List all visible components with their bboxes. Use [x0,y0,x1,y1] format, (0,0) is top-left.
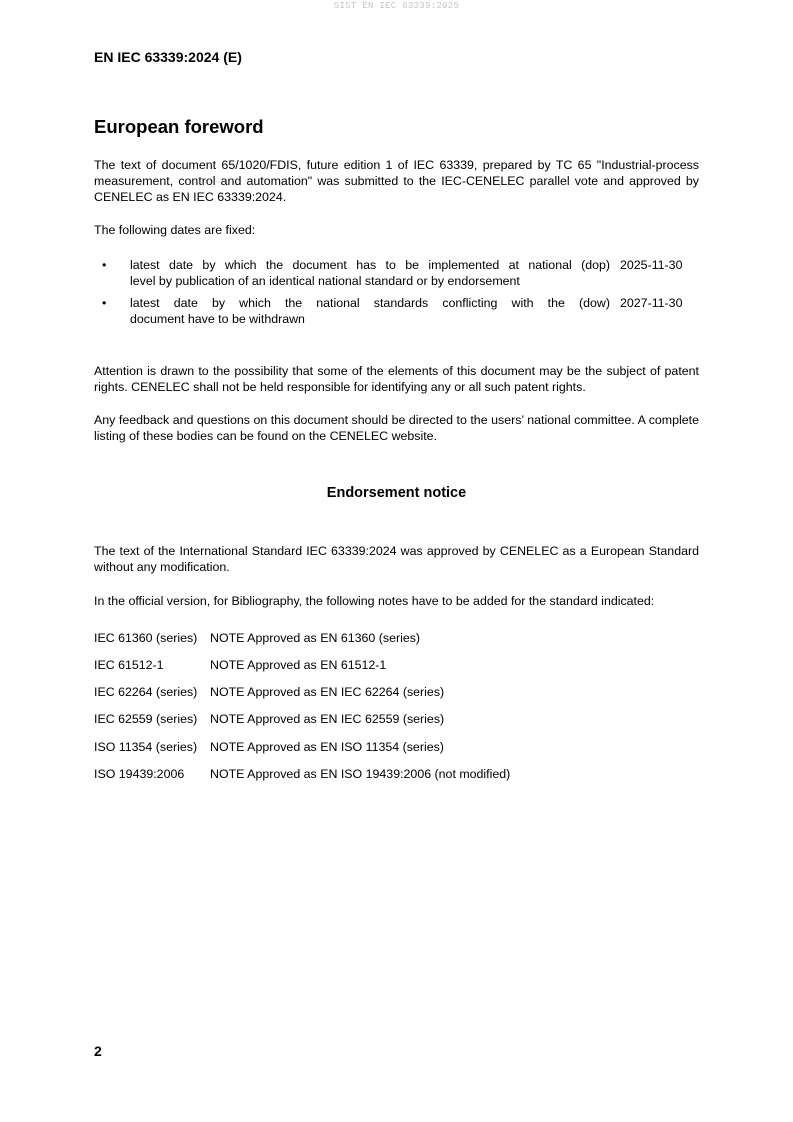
note-text: NOTE Approved as EN IEC 62559 (series) [210,712,445,726]
dates-intro: The following dates are fixed: [94,223,256,237]
note-standard-id: IEC 61512-1 [94,658,164,672]
notes-intro: In the official version, for Bibliography, the following notes have to be added for the standard indicated: [94,594,655,608]
bullet-icon: • [102,258,107,272]
note-text: NOTE Approved as EN 61360 (series) [210,631,421,645]
note-standard-id: IEC 62264 (series) [94,685,198,699]
note-standard-id: IEC 62559 (series) [94,712,198,726]
foreword-intro: The text of document 65/1020/FDIS, future edition 1 of IEC 63339, prepared by TC 65 "Industrial-process measurement, control and automation" was submitted to the IEC-CENELEC parallel vote and approved by CENELEC as EN IEC 63339:2024. [94,158,699,204]
foreword-title: European foreword [94,116,264,137]
bibliography-note [94,739,444,755]
feedback-notice: Any feedback and questions on this document should be directed to the users’ national committee. A complete listing of these bodies can be found on the CENELEC website. [94,413,699,443]
dates-list [94,257,699,333]
watermark: SIST EN IEC 63339:2025 [333,1,460,11]
note-standard-id: ISO 11354 (series) [94,740,198,754]
endorsement-text: The text of the International Standard IEC 63339:2024 was approved by CENELEC as a European Standard without any modification. [94,544,699,574]
date-item-text-line2: document have to be withdrawn [130,312,305,326]
date-item-text-line2: level by publication of an identical national standard or by endorsement [130,274,520,288]
date-item-date: 2027-11-30 [620,296,683,310]
page-number: 2 [94,1043,102,1059]
bibliography-note [94,766,510,782]
date-item-text-line1: latest date by which the document has to be implemented at national (dop) [130,258,610,272]
document-id-header: EN IEC 63339:2024 (E) [94,49,242,65]
endorsement-title: Endorsement notice [326,485,467,501]
date-item-text-line1: latest date by which the national standards conflicting with the (dow) [130,296,610,310]
bibliography-note [94,657,386,673]
note-text: NOTE Approved as EN 61512-1 [210,658,387,672]
note-text: NOTE Approved as EN ISO 11354 (series) [210,740,444,754]
bibliography-note [94,711,444,727]
note-text: NOTE Approved as EN IEC 62264 (series) [210,685,445,699]
note-text: NOTE Approved as EN ISO 19439:2006 (not modified) [210,767,511,781]
date-item-dop [94,257,699,295]
date-item-date: 2025-11-30 [620,258,683,272]
bullet-icon: • [102,296,107,310]
patent-notice: Attention is drawn to the possibility that some of the elements of this document may be the subject of patent rights. CENELEC shall not be held responsible for identifying any or all such patent rights. [94,364,699,394]
note-standard-id: ISO 19439:2006 [94,767,185,781]
note-standard-id: IEC 61360 (series) [94,631,198,645]
bibliography-note [94,684,444,700]
date-item-dow [94,295,699,333]
bibliography-note [94,630,420,646]
